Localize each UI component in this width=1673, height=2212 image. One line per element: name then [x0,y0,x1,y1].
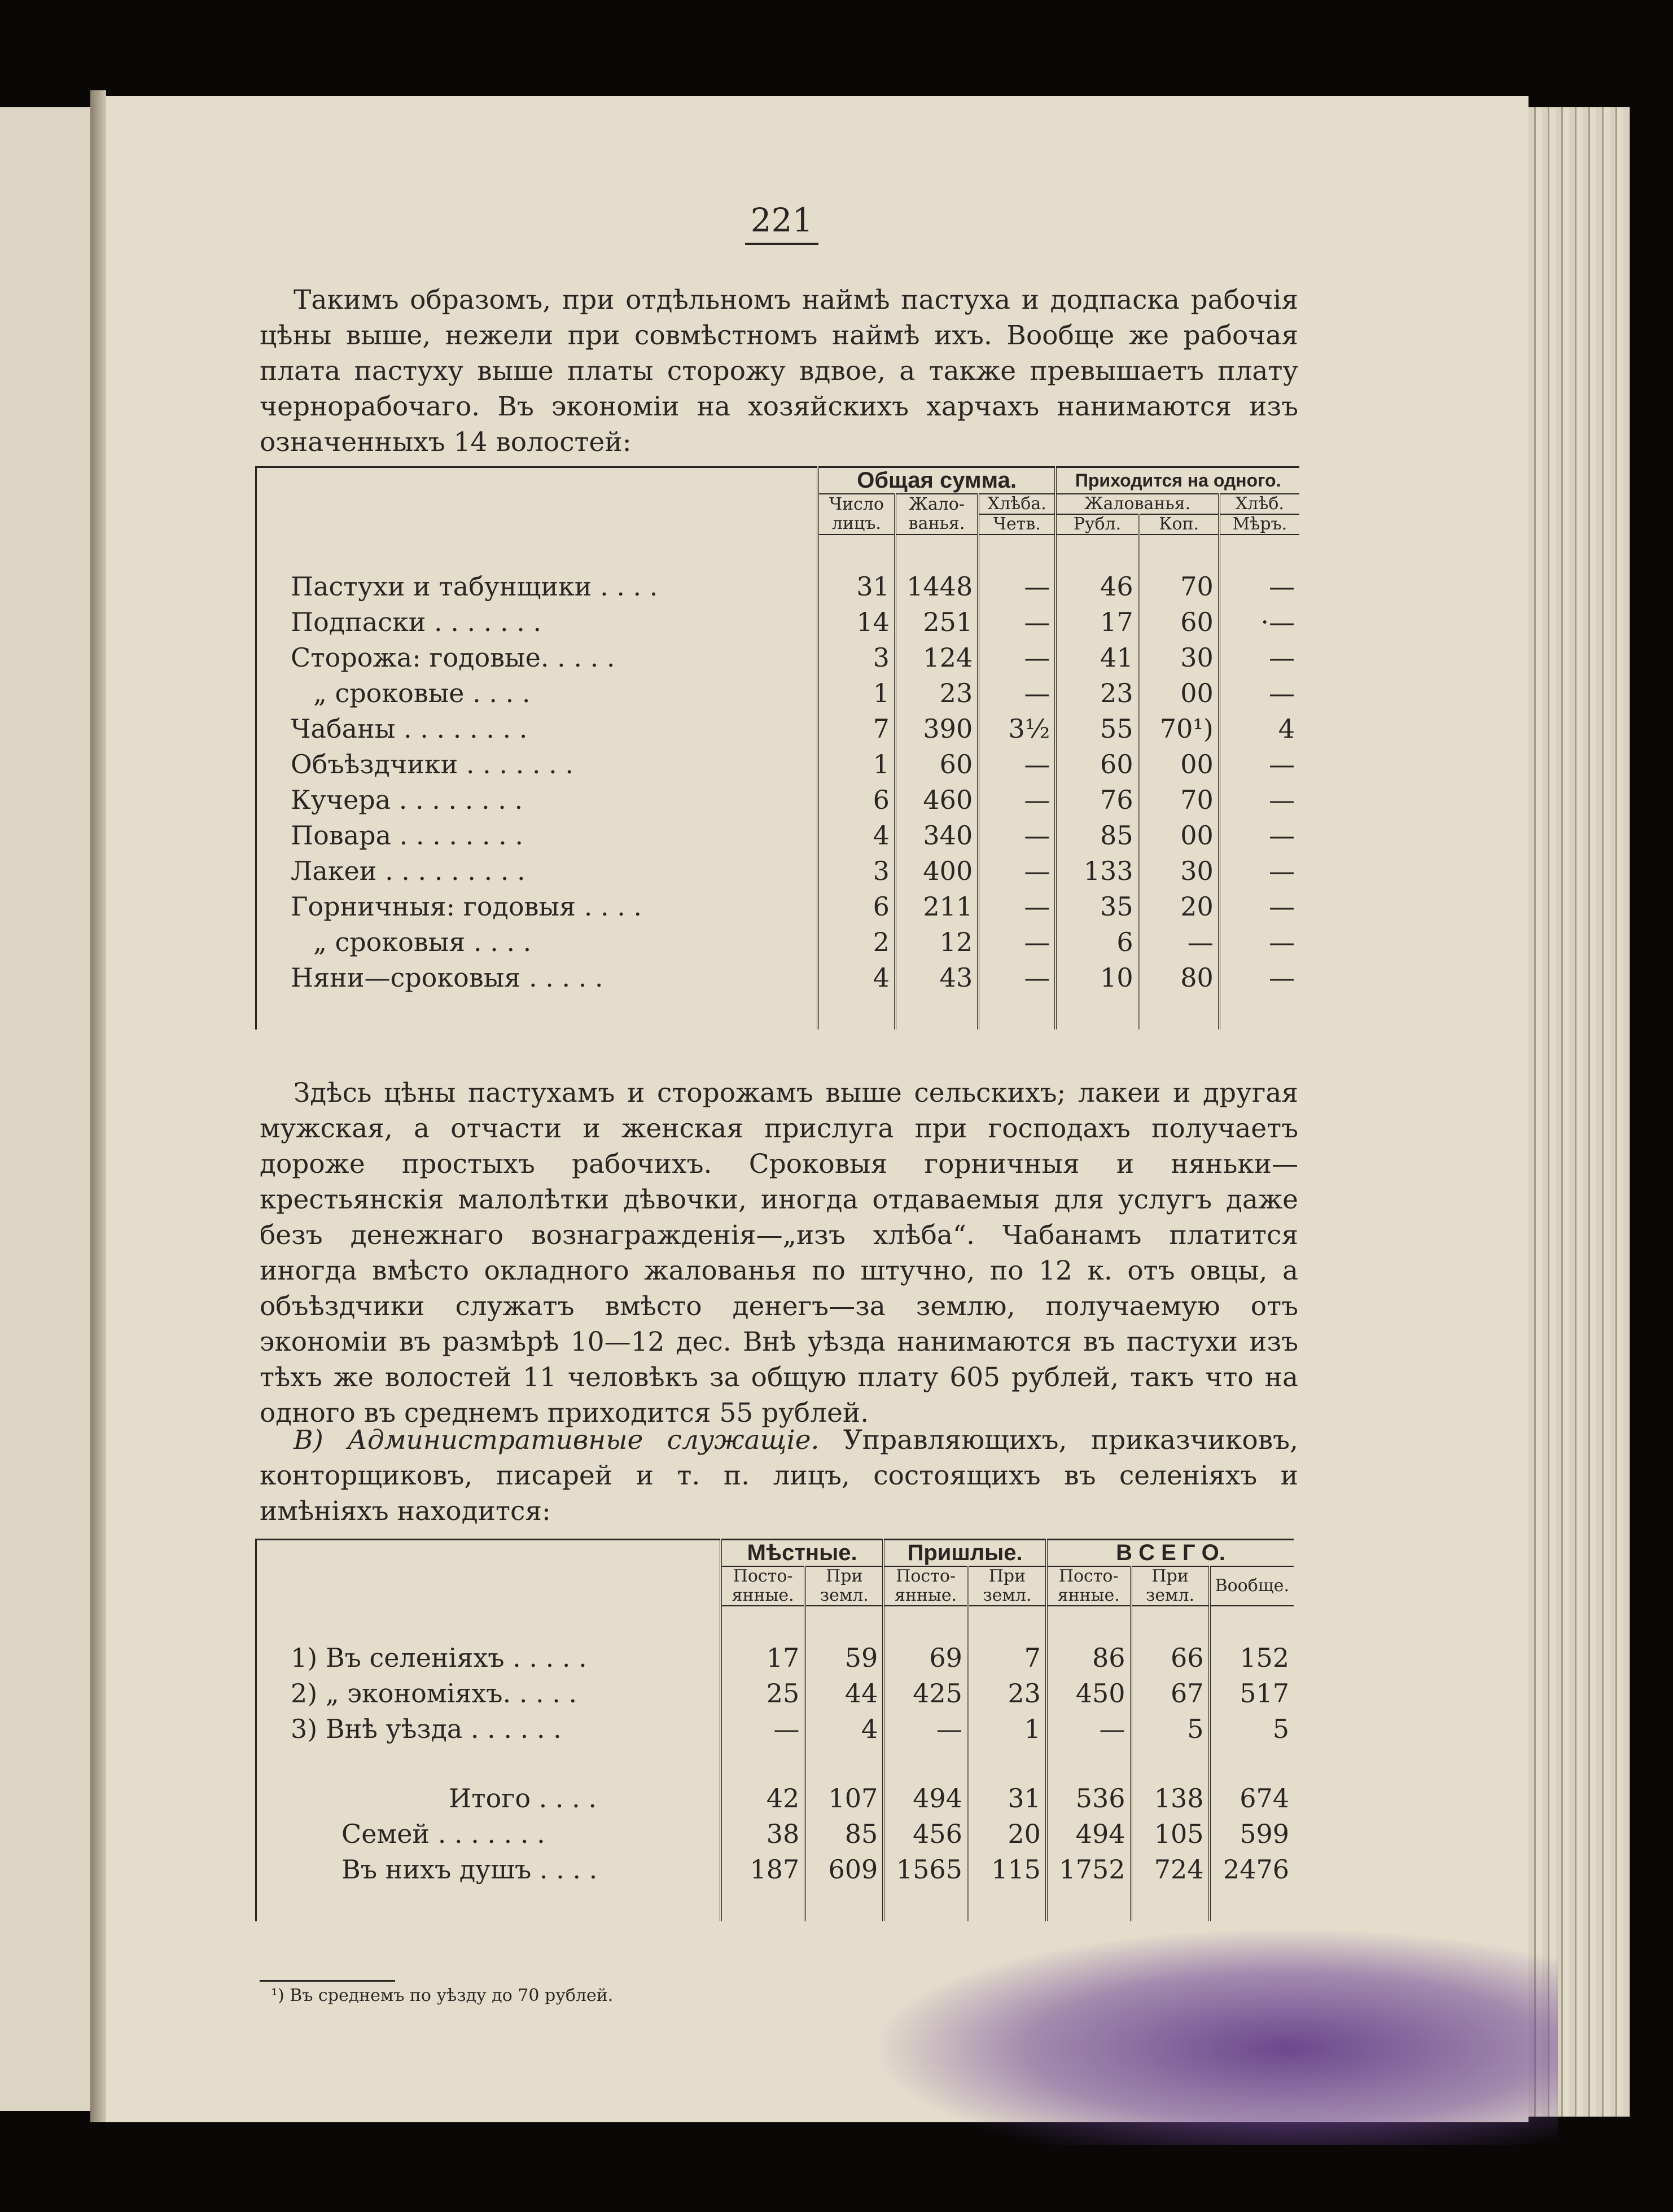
page-number: 221 [745,198,818,245]
header-all-land: При земл. [1131,1566,1210,1606]
cell-b: — [978,569,1056,605]
header-local-perm: Посто-янные. [721,1566,805,1606]
row-label: Пастухи и табунщики . . . . [291,571,658,602]
cell-r: 46 [1056,569,1138,605]
header-kop: Коп. [1139,514,1219,535]
total-row [256,1781,1294,1816]
cell-f: 67 [1131,1676,1210,1711]
row-label: 2) „ экономіяхъ. . . . . [291,1678,577,1709]
cell-b: — [978,640,1056,676]
book-gutter [90,90,106,2122]
cell-f: 138 [1131,1781,1210,1816]
cell-d: 115 [968,1852,1046,1887]
row-label: Лакеи . . . . . . . . . [291,856,525,886]
cell-r: 85 [1056,818,1138,853]
cell-r: 23 [1056,676,1138,711]
cell-n: 6 [818,889,895,925]
cell-e: 86 [1046,1640,1131,1676]
cell-k: 70 [1139,569,1219,605]
cell-n: 1 [818,676,895,711]
cell-s: 43 [895,960,978,996]
table-row [256,676,1300,711]
header-all-total: Вообще. [1210,1566,1294,1606]
cell-d: 31 [968,1781,1046,1816]
cell-a: 25 [721,1676,805,1711]
cell-k: 00 [1139,676,1219,711]
header-bread-unit: Четв. [978,514,1056,535]
row-label: Повара . . . . . . . . [291,820,523,851]
cell-b: 85 [805,1816,883,1852]
left-page-edge [0,107,90,2111]
cell-r: 76 [1056,782,1138,818]
cell-r: 41 [1056,640,1138,676]
row-label: „ сроковыя . . . . [313,927,532,957]
row-label: Кучера . . . . . . . . [291,785,523,815]
cell-k: 00 [1139,747,1219,782]
header-all-perm: Посто-янные. [1046,1566,1131,1606]
cell-n: 1 [818,747,895,782]
cell-k: 30 [1139,640,1219,676]
cell-k: 30 [1139,853,1219,889]
cell-n: 3 [818,853,895,889]
cell-d: 7 [968,1640,1046,1676]
table-row [256,925,1300,960]
cell-s: 460 [895,782,978,818]
cell-k: 70¹) [1139,711,1219,747]
table-hired-servants [255,466,1299,1030]
cell-m: — [1219,676,1299,711]
cell-m: — [1219,640,1299,676]
row-label: Объѣздчики . . . . . . . [291,749,574,779]
table-row [256,889,1300,925]
header-local-land: При земл. [805,1566,883,1606]
cell-b: — [978,676,1056,711]
table-row [256,818,1300,853]
header-local: Мѣстные. [721,1540,883,1567]
cell-g: 5 [1210,1711,1294,1747]
cell-b: 609 [805,1852,883,1887]
cell-e: 450 [1046,1676,1131,1711]
cell-s: 23 [895,676,978,711]
header-new-land: При земл. [968,1566,1046,1606]
cell-s: 400 [895,853,978,889]
cell-k: 20 [1139,889,1219,925]
paragraph-1: Такимъ образомъ, при отдѣльномъ наймѣ пастуха и додпаска рабочія цѣны выше, нежели при совмѣстномъ наймѣ ихъ. Вообще же рабочая плата пастуху выше платы сторожу вдвое, а также превышаетъ плату чернорабочаго. Въ экономіи на хозяйскихъ харчахъ нанимаются изъ означенныхъ 14 волостей: [260,284,1298,458]
cell-b: — [978,782,1056,818]
cell-b: — [978,853,1056,889]
cell-g: 2476 [1210,1852,1294,1887]
cell-r: 10 [1056,960,1138,996]
cell-s: 60 [895,747,978,782]
cell-k: 80 [1139,960,1219,996]
cell-m: — [1219,889,1299,925]
cell-c: 1565 [883,1852,968,1887]
cell-n: 4 [818,818,895,853]
cell-r: 17 [1056,605,1138,640]
cell-m: — [1219,925,1299,960]
row-label: „ сроковые . . . . [313,678,531,708]
table-row [256,782,1300,818]
table-row [256,569,1300,605]
cell-c: 425 [883,1676,968,1711]
cell-r: 133 [1056,853,1138,889]
cell-g: 152 [1210,1640,1294,1676]
cell-b: — [978,818,1056,853]
cell-f: 5 [1131,1711,1210,1747]
cell-e: 1752 [1046,1852,1131,1887]
paragraph-3 [260,1422,1298,1529]
cell-s: 211 [895,889,978,925]
row-label: Подпаски . . . . . . . [291,607,542,637]
cell-f: 105 [1131,1816,1210,1852]
cell-b: — [978,925,1056,960]
cell-s: 390 [895,711,978,747]
cell-e: 494 [1046,1816,1131,1852]
cell-c: 69 [883,1640,968,1676]
cell-f: 724 [1131,1852,1210,1887]
table-row [256,1676,1294,1711]
cell-k: — [1139,925,1219,960]
cell-r: 60 [1056,747,1138,782]
cell-r: 55 [1056,711,1138,747]
header-count: Число лицъ. [818,494,895,535]
cell-n: 6 [818,782,895,818]
row-label: Сторожа: годовые. . . . . [291,642,615,673]
row-label: Итого . . . . [449,1783,597,1814]
paragraph-2: Здѣсь цѣны пастухамъ и сторожамъ выше сельскихъ; лакеи и другая мужская, а отчасти и женская прислуга при господахъ получаетъ дороже простыхъ рабочихъ. Сроковыя горничныя и няньки—крестьянскія малолѣтки дѣвочки, иногда отдаваемыя для услугъ даже безъ денежнаго вознагражденія—„изъ хлѣба“. Чабанамъ платится иногда вмѣсто окладного жалованья по штучно, по 12 к. отъ овцы, а объѣздчики служатъ вмѣсто денегъ—за землю, получаемую отъ экономіи въ размѣрѣ 10—12 дес. Внѣ уѣзда нанимаются въ пастухи изъ тѣхъ же волостей 11 человѣкъ за общую плату 605 рублей, такъ что на одного въ среднемъ приходится 55 рублей. [260,1077,1298,1429]
table-row [256,853,1300,889]
header-bread: Хлѣба. [978,494,1056,514]
cell-r: 6 [1056,925,1138,960]
paragraph-3-text: Управляющихъ, приказчиковъ, конторщиковъ, писарей и т. п. лицъ, состоящихъ въ селеніяхъ и имѣніяхъ находится: [260,1425,1298,1527]
header-new-perm: Посто-янные. [883,1566,968,1606]
cell-m: ·— [1219,605,1299,640]
cell-m: — [1219,782,1299,818]
cell-a: 42 [721,1781,805,1816]
page-stack-edge [1529,107,1630,2117]
cell-n: 31 [818,569,895,605]
header-bread-per-unit: Мѣръ. [1219,514,1299,535]
cell-r: 35 [1056,889,1138,925]
cell-c: 456 [883,1816,968,1852]
cell-m: — [1219,853,1299,889]
cell-d: 1 [968,1711,1046,1747]
table-row [256,1640,1294,1676]
cell-m: 4 [1219,711,1299,747]
header-all: В С Е Г О. [1046,1540,1294,1567]
cell-m: — [1219,960,1299,996]
row-label: Няни—сроковыя . . . . . [291,962,603,993]
cell-s: 340 [895,818,978,853]
cell-b: 44 [805,1676,883,1711]
cell-g: 517 [1210,1676,1294,1711]
cell-b: 3½ [978,711,1056,747]
table-row [256,640,1300,676]
table-administrative-staff [255,1539,1294,1921]
cell-b: — [978,889,1056,925]
footnote: ¹) Въ среднемъ по уѣзду до 70 рублей. [271,1986,614,2005]
header-rub: Рубл. [1056,514,1138,535]
cell-a: — [721,1711,805,1747]
footnote-rule [260,1980,395,1982]
cell-m: — [1219,747,1299,782]
cell-a: 38 [721,1816,805,1852]
cell-k: 60 [1139,605,1219,640]
cell-b: 107 [805,1781,883,1816]
header-bread-per: Хлѣб. [1219,494,1299,514]
section-heading: В) Административные служащіе. [294,1425,820,1456]
header-salary: Жало-ванья. [895,494,978,535]
cell-b: — [978,960,1056,996]
cell-d: 23 [968,1676,1046,1711]
row-label: Горничныя: годовыя . . . . [291,891,642,922]
cell-s: 251 [895,605,978,640]
cell-f: 66 [1131,1640,1210,1676]
cell-d: 20 [968,1816,1046,1852]
cell-m: — [1219,818,1299,853]
cell-c: — [883,1711,968,1747]
families-row [256,1816,1294,1852]
table-row [256,605,1300,640]
cell-b: — [978,747,1056,782]
row-label: Чабаны . . . . . . . . [291,713,528,744]
cell-n: 4 [818,960,895,996]
cell-e: 536 [1046,1781,1131,1816]
cell-k: 70 [1139,782,1219,818]
souls-row [256,1852,1294,1887]
row-label: Въ нихъ душъ . . . . [341,1854,598,1885]
table-row [256,960,1300,996]
row-label: Семей . . . . . . . [341,1819,545,1849]
header-newcomers: Пришлые. [883,1540,1046,1567]
cell-e: — [1046,1711,1131,1747]
cell-s: 12 [895,925,978,960]
table-row [256,711,1300,747]
row-label: 3) Внѣ уѣзда . . . . . . [291,1714,562,1744]
cell-b: 59 [805,1640,883,1676]
cell-n: 14 [818,605,895,640]
cell-g: 674 [1210,1781,1294,1816]
cell-a: 187 [721,1852,805,1887]
cell-s: 124 [895,640,978,676]
header-total-sum: Общая сумма. [818,467,1056,494]
cell-s: 1448 [895,569,978,605]
row-label: 1) Въ селеніяхъ . . . . . [291,1642,587,1673]
cell-g: 599 [1210,1816,1294,1852]
cell-n: 3 [818,640,895,676]
table-row [256,1711,1294,1747]
cell-n: 2 [818,925,895,960]
cell-a: 17 [721,1640,805,1676]
cell-m: — [1219,569,1299,605]
header-per-person: Приходится на одного. [1056,467,1299,494]
cell-k: 00 [1139,818,1219,853]
table-row [256,747,1300,782]
cell-n: 7 [818,711,895,747]
header-salary-per: Жалованья. [1056,494,1219,514]
cell-b: — [978,605,1056,640]
cell-b: 4 [805,1711,883,1747]
cell-c: 494 [883,1781,968,1816]
